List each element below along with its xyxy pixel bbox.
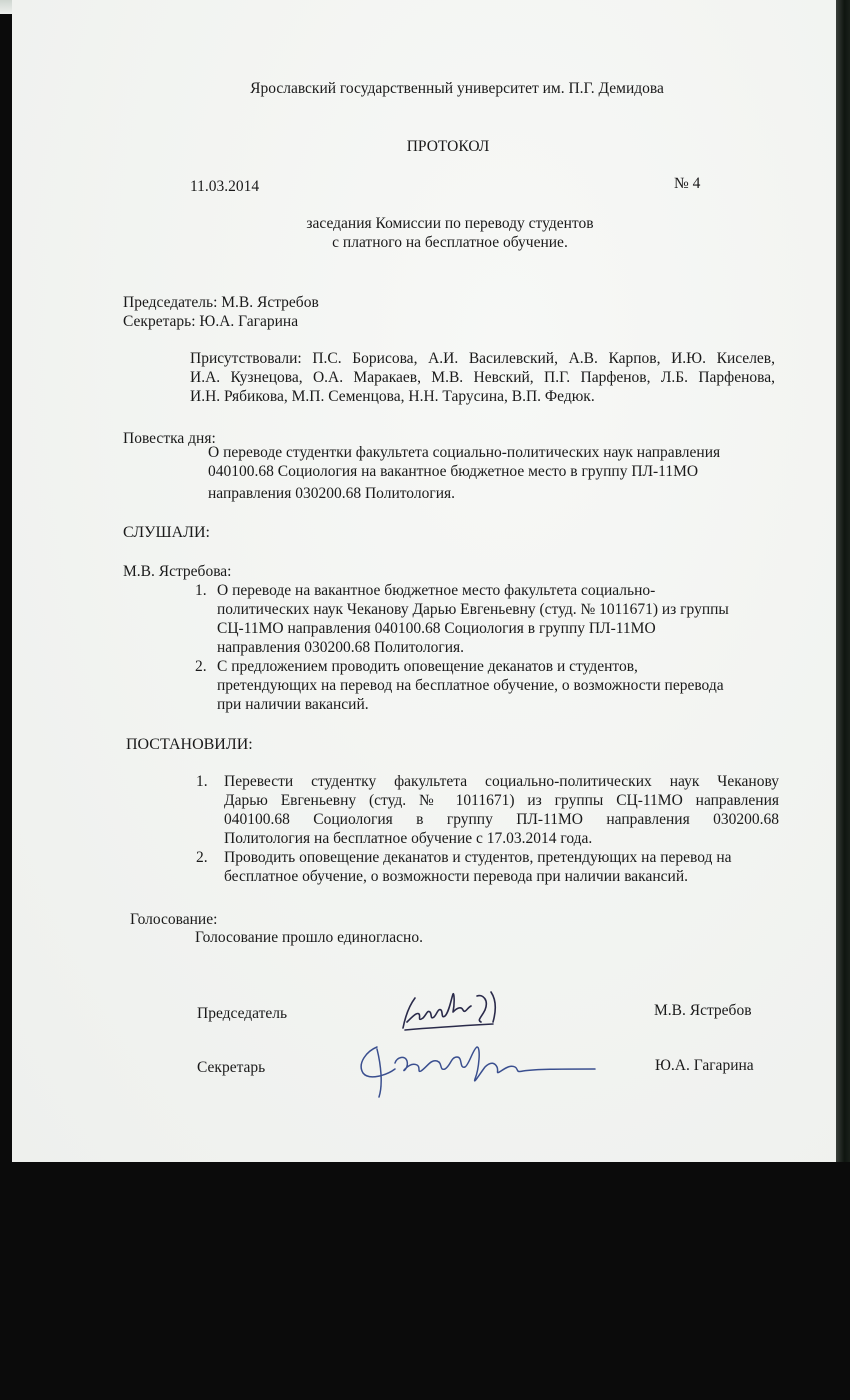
vote-label: Голосование: [130, 911, 218, 928]
heard-item-2-number: 2. [195, 658, 207, 675]
heard-heading: СЛУШАЛИ: [123, 524, 210, 541]
secretary-sign-name: Ю.А. Гагарина [655, 1057, 754, 1074]
resolved-item-1-line-4: Политология на бесплатное обучение с 17.03.2014 года. [224, 830, 593, 847]
chairman-line: Председатель: М.В. Ястребов [123, 294, 319, 311]
scan-right-edge [836, 0, 850, 1162]
university-name: Ярославский государственный университет им. П.Г. Демидова [250, 80, 664, 97]
heard-item-1-line-1: О переводе на вакантное бюджетное место факультета социально- [217, 582, 656, 599]
heard-item-2-line-1: С предложением проводить оповещение деканатов и студентов, [217, 658, 638, 675]
heard-item-1-line-4: направления 030200.68 Политология. [217, 639, 464, 656]
agenda-line-3: направления 030200.68 Политология. [208, 485, 455, 502]
present-line-2: И.А. Кузнецова, О.А. Маракаев, М.В. Невский, П.Г. Парфенов, Л.Б. Парфенова, [190, 369, 775, 386]
agenda-line-2: 040100.68 Социология на вакантное бюджетное место в группу ПЛ-11МО [208, 463, 699, 480]
present-line-1: Присутствовали: П.С. Борисова, А.И. Василевский, А.В. Карпов, И.Ю. Киселев, [190, 350, 775, 367]
resolved-item-1-line-2: Дарью Евгеньевну (студ. № 1011671) из группы СЦ-11МО направления [224, 792, 779, 809]
agenda-label: Повестка дня: [123, 430, 216, 447]
subject-line-1: заседания Комиссии по переводу студентов [306, 215, 594, 232]
secretary-line: Секретарь: Ю.А. Гагарина [123, 313, 299, 330]
secretary-signature [347, 1035, 597, 1105]
protocol-date: 11.03.2014 [190, 178, 260, 195]
heard-item-2-line-3: при наличии вакансий. [217, 696, 369, 713]
heard-item-1-line-3: СЦ-11МО направления 040100.68 Социология в группу ПЛ-11МО [217, 620, 656, 637]
agenda-line-1: О переводе студентки факультета социально-политических наук направления [208, 444, 721, 461]
resolved-item-2-line-1: Проводить оповещение деканатов и студентов, претендующих на перевод на [224, 849, 732, 866]
document-title: ПРОТОКОЛ [406, 138, 490, 155]
chair-sign-name: М.В. Ястребов [654, 1002, 752, 1019]
resolved-item-1-line-3: 040100.68 Социология в группу ПЛ-11МО направления 030200.68 [224, 811, 779, 828]
heard-item-2-line-2: претендующих на перевод на бесплатное обучение, о возможности перевода [217, 677, 724, 694]
vote-result: Голосование прошло единогласно. [195, 929, 423, 946]
chair-sign-role: Председатель [197, 1005, 288, 1022]
resolved-item-2-number: 2. [196, 849, 208, 866]
resolved-item-1-line-1: Перевести студентку факультета социально-политических наук Чеканову [224, 773, 779, 790]
resolved-item-1-number: 1. [196, 773, 208, 790]
present-line-3: И.Н. Рябикова, М.П. Семенцова, Н.Н. Тарусина, В.П. Федюк. [190, 388, 595, 405]
document-page [12, 0, 836, 1162]
secretary-sign-role: Секретарь [197, 1059, 266, 1076]
resolved-item-2-line-2: бесплатное обучение, о возможности перевода при наличии вакансий. [224, 868, 689, 885]
protocol-number: № 4 [674, 175, 701, 192]
resolved-heading: ПОСТАНОВИЛИ: [126, 736, 253, 753]
subject-line-2: с платного на бесплатное обучение. [332, 234, 568, 251]
heard-item-1-line-2: политических наук Чеканову Дарью Евгеньевну (студ. № 1011671) из группы [217, 601, 729, 618]
heard-item-1-number: 1. [195, 582, 207, 599]
chairman-signature [397, 988, 517, 1038]
speaker-name: М.В. Ястребова: [123, 563, 232, 580]
